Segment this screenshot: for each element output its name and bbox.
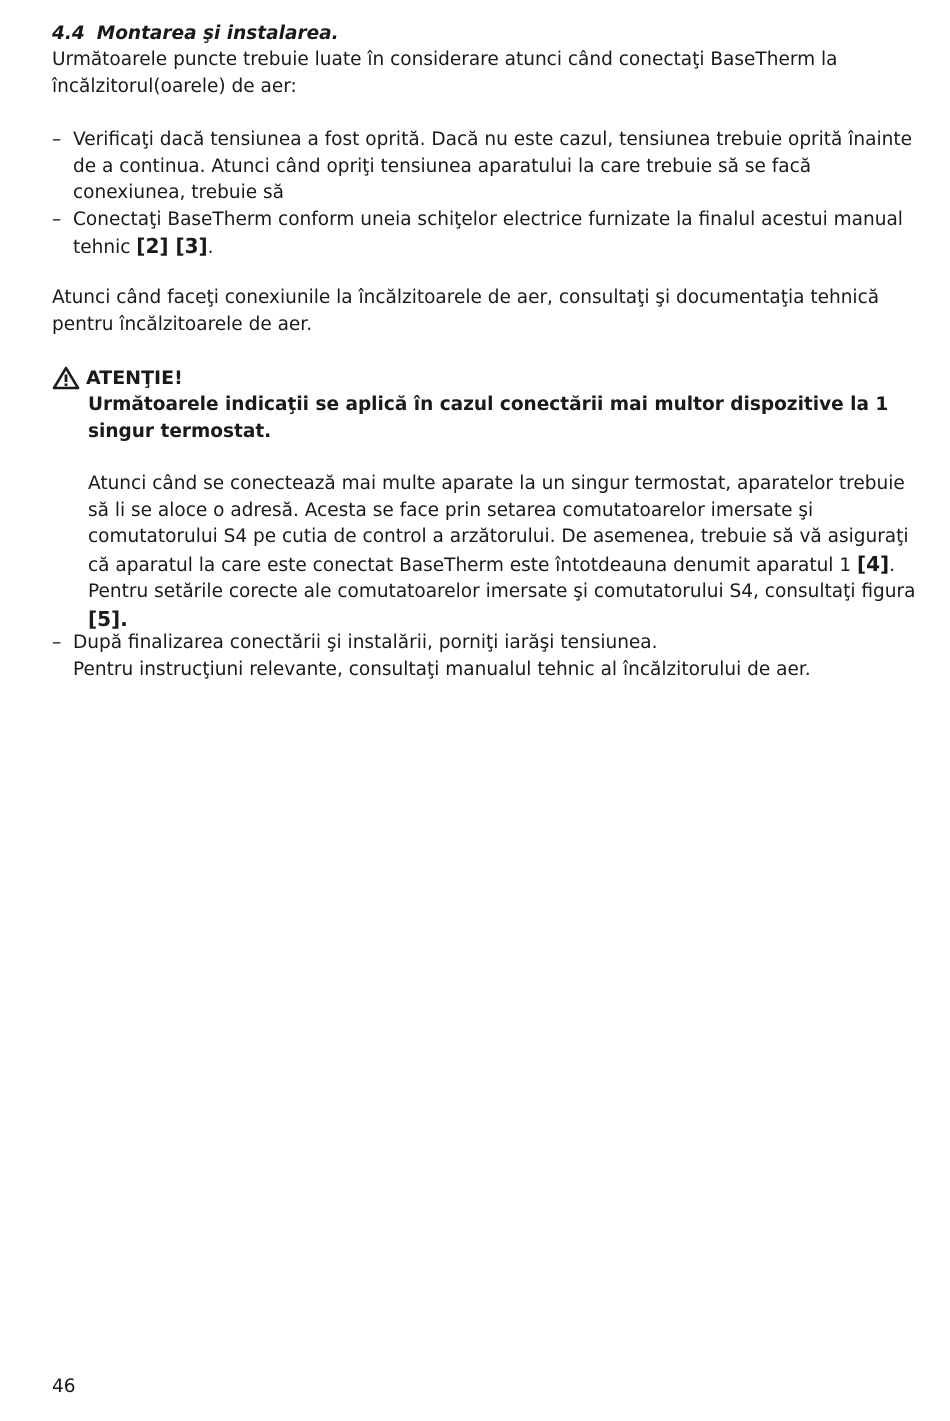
- list-item: [52, 630, 922, 683]
- figure-reference: [5].: [88, 606, 128, 631]
- list-item: [52, 127, 922, 207]
- page-number: 46: [52, 1376, 76, 1397]
- list-item-text: Conectaţi BaseTherm conform uneia schiţelor electrice furnizate la finalul acestui manual tehnic: [73, 208, 903, 258]
- section-heading: [52, 21, 339, 47]
- warning-text-2: Pentru setările corecte ale comutatoarelor imersate şi comutatorului S4, consultaţi figura: [88, 581, 916, 602]
- section-number: 4.4: [52, 23, 85, 44]
- figure-reference: [2] [3]: [136, 234, 208, 258]
- intro-paragraph: Următoarele puncte trebuie luate în considerare atunci când conectaţi BaseTherm la încălzitorul(oarele) de aer:: [52, 49, 838, 97]
- note-paragraph: Atunci când faceţi conexiunile la încălzitoarele de aer, consultaţi şi documentaţia tehnică pentru încălzitoarele de aer.: [52, 287, 880, 335]
- list-item-end: .: [207, 237, 214, 258]
- warning-bold-text: Următoarele indicaţii se aplică în cazul conectării mai multor dispozitive la 1 singur termostat.: [88, 394, 889, 442]
- warning-title: ATENŢIE!: [86, 367, 183, 389]
- figure-reference: [4]: [857, 551, 890, 576]
- list-item-text: Pentru instrucţiuni relevante, consultaţi manualul tehnic al încălzitorului de aer.: [73, 658, 811, 680]
- dash-bullet: –: [52, 129, 62, 150]
- warning-heading: [52, 364, 183, 392]
- list-item: [52, 207, 922, 262]
- final-steps-list: [52, 630, 922, 683]
- warning-triangle-icon: [52, 366, 80, 390]
- list-item-text: Verificaţi dacă tensiunea a fost oprită. Dacă nu este cazul, tensiunea trebuie oprită înainte de a continua. Atunci când opriţi tensiunea aparatului la care trebuie să se facă conexiunea, trebuie să: [73, 129, 912, 203]
- warning-text-1-end: .: [889, 554, 896, 576]
- dash-bullet: –: [52, 208, 62, 230]
- warning-paragraph: [88, 471, 918, 634]
- list-item-text: După finalizarea conectării şi instalării, porniţi iarăşi tensiunea.: [73, 632, 658, 653]
- section-title: Montarea şi instalarea.: [96, 23, 339, 44]
- warning-text-1: Atunci când se conectează mai multe aparate la un singur termostat, aparatelor trebuie să li se aloce o adresă. Acesta se face prin setarea comutatoarelor imersate şi comutatorului S4 pe cutia de control a arzătorului. De asemenea, trebuie să vă asiguraţi că aparatul la care este conectat BaseTherm este întotdeauna denumit aparatul 1: [88, 473, 909, 576]
- steps-list: [52, 127, 922, 262]
- dash-bullet: –: [52, 632, 62, 653]
